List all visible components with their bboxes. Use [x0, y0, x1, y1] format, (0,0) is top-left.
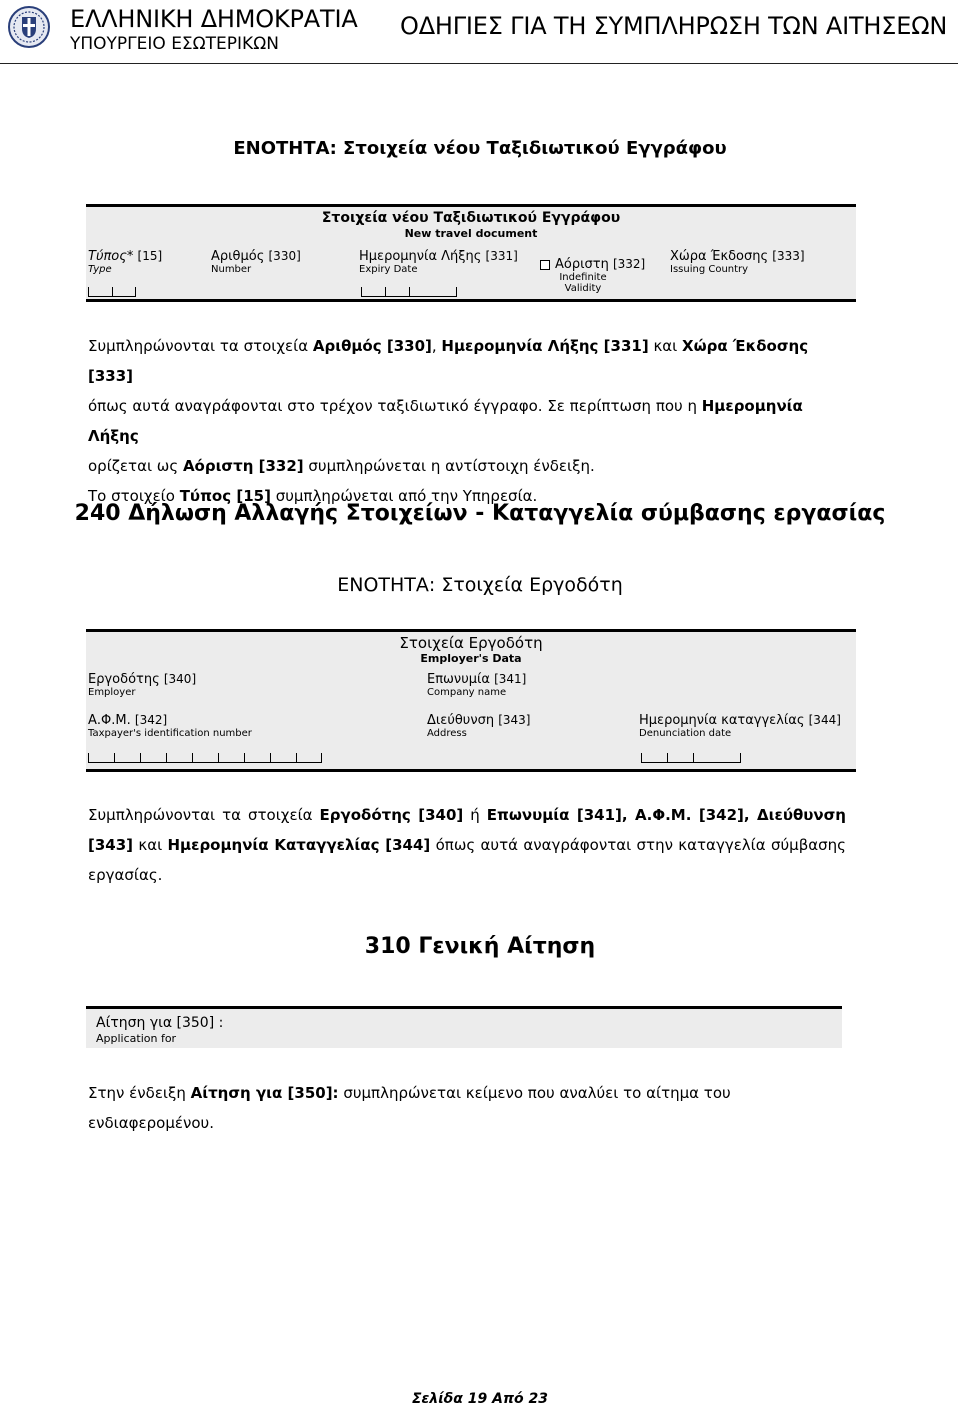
employer-subsection-title: ΕΝΟΤΗΤΑ: Στοιχεία Εργοδότη	[337, 574, 623, 596]
employer-instructions: Συμπληρώνονται τα στοιχεία Εργοδότης [340] ή Επωνυμία [341], Α.Φ.Μ. [342], Διεύθυνση [343] και Ημερομηνία Καταγγελίας [344] όπως αυτά αναγράφονται στην καταγγελία σύμβασης εργασίας.	[88, 806, 846, 884]
travel-instr-line-4: Το στοιχείο Τύπος [15] συμπληρώνεται από την Υπηρεσία.	[88, 487, 538, 505]
type-field-label: Τύπος* [15]	[88, 249, 163, 264]
section-travel-title: ΕΝΟΤΗΤΑ: Στοιχεία νέου Ταξιδιωτικού Εγγράφου	[233, 138, 727, 159]
application-for-sublabel: Application for	[96, 1032, 177, 1045]
employer-field-label: Εργοδότης [340]	[88, 672, 197, 687]
application-for-field[interactable]	[86, 1006, 842, 1048]
address-field-label: Διεύθυνση [343]	[427, 713, 531, 728]
greek-emblem-icon	[8, 6, 50, 48]
address-field-sublabel: Address	[427, 728, 467, 739]
company-field-sublabel: Company name	[427, 687, 507, 698]
expiry-field-sublabel: Expiry Date	[359, 264, 418, 275]
number-field-label: Αριθμός [330]	[211, 249, 301, 264]
travel-document-form	[86, 204, 856, 302]
section-240-title: 240 Δήλωση Αλλαγής Στοιχείων - Καταγγελία σύμβασης εργασίας	[74, 501, 886, 526]
header-subtitle: ΥΠΟΥΡΓΕΙΟ ΕΣΩΤΕΡΙΚΩΝ	[70, 34, 279, 54]
employer-form	[86, 629, 856, 772]
indefinite-sublabel-2: Validity	[564, 283, 602, 294]
denunciation-field-label: Ημερομηνία καταγγελίας [344]	[639, 713, 841, 728]
type-field-sublabel: Type	[88, 264, 112, 275]
afm-field-label: Α.Φ.Μ. [342]	[88, 713, 168, 728]
travel-box-title: Στοιχεία νέου Ταξιδιωτικού Εγγράφου	[321, 210, 621, 226]
header-divider	[0, 63, 958, 64]
denunciation-field-sublabel: Denunciation date	[639, 728, 732, 739]
employer-box-subtitle: Employer's Data	[420, 652, 522, 665]
page-number: Σελίδα 19 Από 23	[411, 1391, 549, 1407]
afm-field-sublabel: Taxpayer's identification number	[88, 728, 252, 739]
header-document-title: ΟΔΗΓΙΕΣ ΓΙΑ ΤΗ ΣΥΜΠΛΗΡΩΣΗ ΤΩΝ ΑΙΤΗΣΕΩΝ	[400, 12, 948, 40]
expiry-date-input[interactable]	[361, 285, 457, 297]
application-for-label: Αίτηση για [350] :	[96, 1015, 224, 1031]
application-instructions: Στην ένδειξη Αίτηση για [350]: συμπληρώνεται κείμενο που αναλύει το αίτημα του ενδιαφερομένου.	[88, 1084, 731, 1132]
travel-instr-line-3: ορίζεται ως Αόριστη [332] συμπληρώνεται η αντίστοιχη ένδειξη.	[88, 457, 595, 475]
employer-box-title: Στοιχεία Εργοδότη	[399, 634, 543, 652]
employer-field-sublabel: Employer	[88, 687, 136, 698]
travel-instr-line-1: Συμπληρώνονται τα στοιχεία Αριθμός [330], Ημερομηνία Λήξης [331] και Χώρα Έκδοσης [333]	[88, 337, 809, 385]
afm-input[interactable]	[88, 751, 322, 763]
country-field-label: Χώρα Έκδοσης [333]	[670, 249, 805, 264]
country-field-sublabel: Issuing Country	[670, 264, 749, 275]
company-field-label: Επωνυμία [341]	[427, 672, 527, 687]
denunciation-date-input[interactable]	[641, 751, 741, 763]
travel-instructions	[88, 331, 846, 511]
expiry-field-label: Ημερομηνία Λήξης [331]	[359, 249, 518, 264]
type-input[interactable]	[88, 285, 136, 297]
travel-instr-line-2: όπως αυτά αναγράφονται στο τρέχον ταξιδιωτικό έγγραφο. Σε περίπτωση που η Ημερομηνία Λήξης	[88, 397, 803, 445]
indefinite-checkbox[interactable]	[540, 260, 550, 270]
travel-box-subtitle: New travel document	[404, 227, 538, 240]
indefinite-sublabel-1: Indefinite	[559, 272, 607, 283]
section-310-title: 310 Γενική Αίτηση	[364, 934, 596, 959]
indefinite-field-label: Αόριστη [332]	[555, 257, 646, 272]
number-field-sublabel: Number	[211, 264, 252, 275]
header-title: ΕΛΛΗΝΙΚΗ ΔΗΜΟΚΡΑΤΙΑ	[70, 5, 358, 33]
